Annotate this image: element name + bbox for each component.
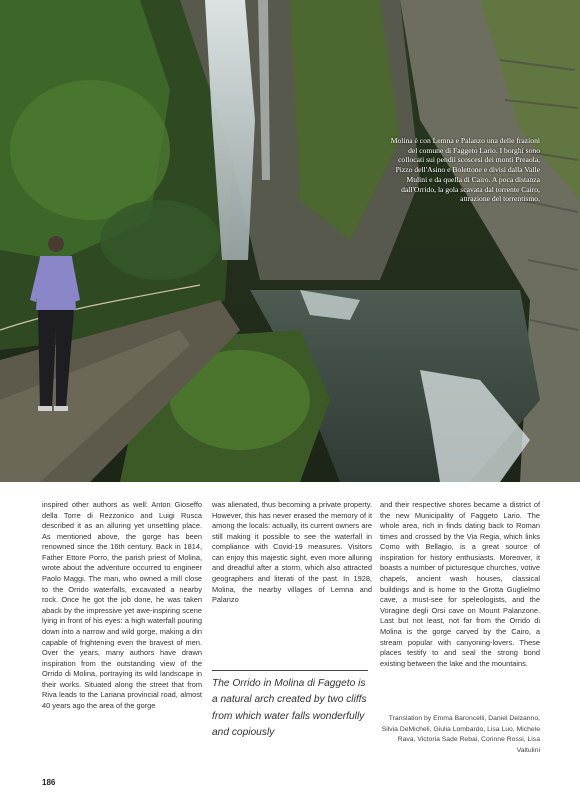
article-column-2: was alienated, thus becoming a private property. However, this has never erased the memory of it among the locals: actually, its current owners are still making it possible to see the waterfall in compliance with Covid-19 measures. Visitors can enjoy this majestic sight, even more alluring and dreadful after a storm, which also attracted geographers and literati of the past. In 1928, Molina, the nearby villages of Lemna and Palanzo [212, 500, 372, 605]
photo-caption: Molina è con Lemna e Palanzo una delle frazioni del comune di Faggeto Lario. I borghi sono collocati sui pendii scoscesi dei monti Preaola, Pizzo dell'Asino e Bolettone e divisi dalla Valle Mulini e da quella di Cairo. A poca distanza dall'Orrido, la gola scavata dal torrente Cairo, attrazione del torrentismo. [390, 136, 540, 204]
translation-credits: Translation by Emma Baroncelli, Daniel Delzanno, Silvia DeMicheli, Giulia Lombardo, Lisa Luo, Michele Rava, Victoria Sade Rebai, Corinne Rossi, Lisa Valtulini [381, 715, 540, 754]
page-number: 186 [42, 778, 56, 787]
article-column-3: and their respective shores became a district of the new Municipality of Faggeto Lario. The whole area, rich in finds dating back to Roman times and crossed by the Via Regia, which links Como with Bellagio, is a great source of inspiration for history enthusiasts. Moreover, it boasts a number of picturesque churches, votive chapels, ancient wash houses, classical buildings and is home to the Grotta Guglielmo cave, a must-see for speleologists, and the Voragine degli Orsi cave on Mount Palanzone. Last but not least, not far from the Orrido di Molina is the gorge carved by the Cairo, a stream popular with canyoning-lovers. These places testify to and seal the strong bond existing between the lake and the mountains. [380, 500, 540, 668]
article-column-1: inspired other authors as well: Anton Gioseffo della Torre di Rezzonico and Luigi Rusca described it as an alluring yet unsettling place. As mentioned above, the gorge has been renowned since the 16th century. Back in 1814, Father Ettore Porro, the parish priest of Molina, wrote about the adventure occurred to engineer Paolo Maggi. The man, who owned a mill close to the Orrido waterfalls, excavated a nearby rock. Once he got the job done, he was taken aback by the impressive yet awe-inspiring scene lying in front of his eyes: a high waterfall pouring down into a narrow and wild gorge, making a din capable of frightening even the bravest of men. Over the years, many authors have drawn inspiration from the outstanding view of the Orrido di Molina, portraying its wild landscape in their works. Situated along the street that from Riva leads to the Lariana provincial road, almost 40 years ago the area of the gorge [42, 500, 202, 710]
pull-quote-rule [212, 670, 368, 671]
pull-quote: The Orrido in Molina di Faggeto is a natural arch created by two cliffs from which water falls wonderfully and copiously [212, 678, 367, 738]
